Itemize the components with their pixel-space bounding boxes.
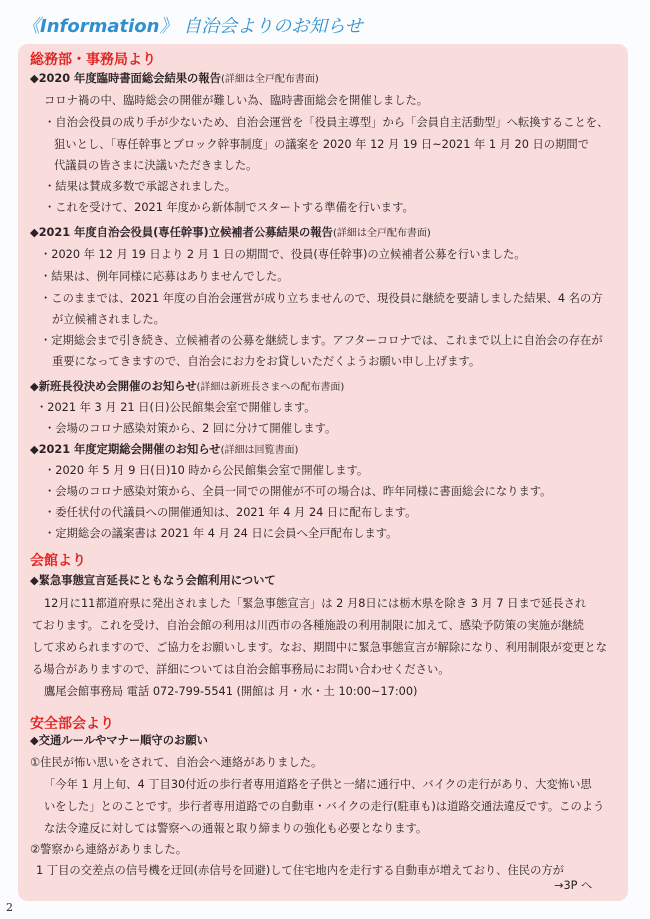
somu-heading-2-text: ◆2021 年度自治会役員(専任幹事)立候補者公募結果の報告	[30, 226, 333, 239]
kaikan-heading-1: ◆緊急事態宣言延長にともなう会館利用について	[30, 574, 276, 587]
somu-heading-4-text: ◆2021 年度定期総会開催のお知らせ	[30, 443, 221, 456]
kaikan-text: ております。これを受け、自治会館の利用は川西市の各種施設の利用制限に加えて、感染予防策の実施が継続	[32, 619, 584, 632]
header-title-jp: 自治会よりのお知らせ	[183, 16, 363, 37]
somu-heading-3	[30, 380, 344, 395]
section-title-anzen: 安全部会より	[30, 716, 114, 732]
somu-text: ・これを受けて、2021 年度から新体制でスタートする準備を行います。	[44, 201, 414, 214]
kaikan-text: して求められますので、ご協力をお願いします。なお、期間中に緊急事態宣言が解除になり、利用制限が変更とな	[32, 641, 608, 654]
continue-link: →3P へ	[554, 879, 593, 892]
somu-text: ・定期総会まで引き続き、立候補者の公募を継続します。アフターコロナでは、これまで以上に自治会の存在が	[40, 334, 603, 347]
somu-heading-4	[30, 443, 298, 458]
somu-text: ・定期総会の議案書は 2021 年 4 月 24 日に会員へ全戸配布します。	[44, 527, 398, 540]
header-left-bracket: 《	[22, 16, 40, 37]
header-title-en: Information	[40, 16, 160, 37]
somu-text: ・委任状付の代議員への開催通知は、2021 年 4 月 24 日に配布します。	[44, 506, 417, 519]
somu-heading-1-note: (詳細は全戸配布書面)	[220, 74, 319, 85]
somu-heading-3-text: ◆新班長役決め会開催のお知らせ	[30, 380, 197, 393]
somu-heading-2-note: (詳細は全戸配布書面)	[332, 228, 431, 239]
somu-text: 重要になってきますので、自治会にお力をお貸しいただくようお願い申し上げます。	[52, 355, 481, 368]
anzen-text: 1 丁目の交差点の信号機を迂回(赤信号を回避)して住宅地内を走行する自動車が増えており、住民の方が	[36, 864, 564, 877]
somu-text: ・このままでは、2021 年度の自治会運営が成り立ちませんので、現役員に継続を要請しました結果、4 名の方	[40, 292, 603, 305]
somu-heading-4-note: (詳細は回覧書面)	[220, 445, 299, 456]
somu-text: ・結果は、例年同様に応募はありませんでした。	[40, 270, 289, 283]
anzen-heading-1: ◆交通ルールやマナー順守のお願い	[30, 734, 208, 747]
somu-heading-2	[30, 226, 431, 241]
section-title-somu: 総務部・事務局より	[30, 52, 156, 68]
somu-text: ・会場のコロナ感染対策から、全員一同での開催が不可の場合は、昨年同様に書面総会になります。	[44, 485, 552, 498]
somu-text: ・会場のコロナ感染対策から、2 回に分けて開催します。	[44, 422, 337, 435]
anzen-text: 「今年 1 月上旬、4 丁目30付近の歩行者専用道路を子供と一緒に通行中、バイクの走行があり、大変怖い思	[44, 778, 592, 791]
somu-text: ・2021 年 3 月 21 日(日)公民館集会室で開催します。	[36, 401, 316, 414]
page-number: 2	[6, 901, 13, 914]
somu-text: ・自治会役員の成り手が少ないため、自治会運営を「役員主導型」から「会員自主活動型」へ転換することを、	[44, 116, 609, 129]
somu-text: ・2020 年 12 月 19 日より 2 月 1 日の期間で、役員(専任幹事)の立候補者公募を行いました。	[40, 248, 526, 261]
kaikan-text: る場合がありますので、詳細については自治会館事務局にお問い合わせください。	[32, 663, 450, 676]
somu-heading-1	[30, 72, 319, 87]
kaikan-text: 12月に11都道府県に発出されました「緊急事態宣言」は 2 月8日には栃木県を除き 3 月 7 日まで延長され	[44, 597, 587, 610]
section-title-kaikan: 会館より	[30, 553, 86, 569]
anzen-text: ②警察から連絡がありました。	[30, 843, 187, 856]
somu-heading-3-note: (詳細は新班長さまへの配布書面)	[196, 382, 345, 393]
anzen-text: な法令違反に対しては警察への通報と取り締まりの強化も必要となります。	[44, 822, 428, 835]
somu-text: 代議員の皆さまに決議いただきました。	[54, 159, 258, 172]
somu-text: ・結果は賛成多数で承認されました。	[44, 180, 237, 193]
anzen-text: いをした」とのことです。歩行者専用道路での自動車・バイクの走行(駐車も)は道路交通法違反です。このよう	[44, 800, 605, 813]
header-right-bracket: 》	[159, 16, 178, 37]
somu-text: コロナ禍の中、臨時総会の開催が難しい為、臨時書面総会を開催しました。	[44, 94, 429, 107]
kaikan-contact: 鷹尾会館事務局 電話 072-799-5541 (開館は 月・水・土 10:00~17:00)	[44, 685, 418, 698]
anzen-text: ①住民が怖い思いをされて、自治会へ連絡がありました。	[30, 756, 323, 769]
page-header	[22, 12, 363, 38]
somu-heading-1-text: ◆2020 年度臨時書面総会結果の報告	[30, 72, 221, 85]
somu-text: が立候補されました。	[52, 313, 165, 326]
somu-text: 狙いとし、「専任幹事とブロック幹事制度」の議案を 2020 年 12 月 19 日~2021 年 1 月 20 日の期間で	[54, 138, 589, 151]
somu-text: ・2020 年 5 月 9 日(日)10 時から公民館集会室で開催します。	[44, 464, 369, 477]
